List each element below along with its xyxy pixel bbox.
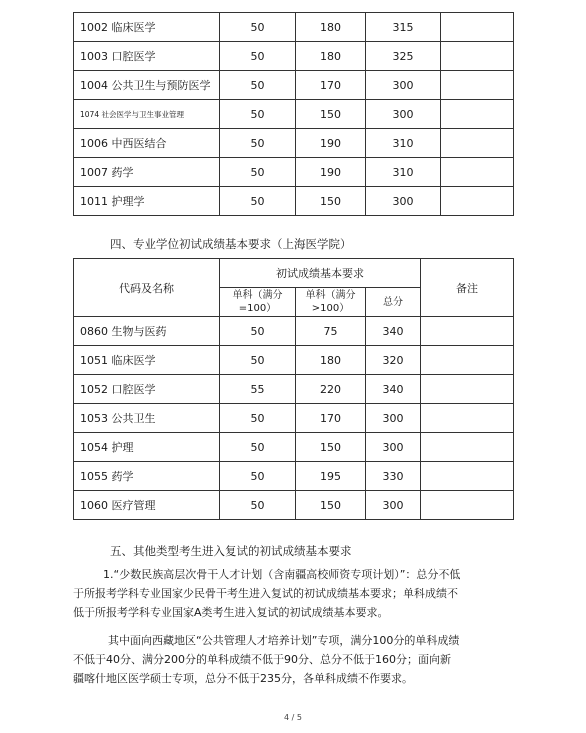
table-row	[74, 158, 514, 187]
total-score-cell: 300	[366, 433, 421, 462]
note-cell	[441, 158, 514, 187]
single-100-cell: 50	[220, 129, 296, 158]
single-100-cell: 50	[220, 462, 296, 491]
total-score-cell: 300	[366, 491, 421, 520]
table-row	[74, 187, 514, 216]
note-cell	[421, 433, 514, 462]
total-score-cell: 320	[366, 346, 421, 375]
header-score-group: 初试成绩基本要求	[220, 259, 421, 288]
paragraph-special-programs	[73, 631, 513, 688]
single-gt100-cell: 170	[296, 404, 366, 433]
total-score-cell: 300	[366, 71, 441, 100]
single-100-cell: 50	[220, 491, 296, 520]
program-name-cell: 1002 临床医学	[74, 13, 220, 42]
total-score-cell: 310	[366, 129, 441, 158]
program-name-cell: 1052 口腔医学	[74, 375, 220, 404]
single-gt100-cell: 180	[296, 346, 366, 375]
single-100-cell: 50	[220, 187, 296, 216]
single-gt100-cell: 150	[296, 100, 366, 129]
section-4-title: 四、专业学位初试成绩基本要求（上海医学院）	[110, 237, 352, 251]
header-single-gt100: 单科（满分>100）	[296, 288, 366, 317]
single-100-cell: 50	[220, 433, 296, 462]
note-cell	[441, 100, 514, 129]
note-cell	[421, 375, 514, 404]
single-100-cell: 50	[220, 404, 296, 433]
header-note: 备注	[421, 259, 514, 317]
program-name-cell: 0860 生物与医药	[74, 317, 220, 346]
table-row	[74, 13, 514, 42]
section-5-title: 五、其他类型考生进入复试的初试成绩基本要求	[110, 544, 352, 558]
program-name-cell: 1011 护理学	[74, 187, 220, 216]
total-score-cell: 315	[366, 13, 441, 42]
table-row	[74, 42, 514, 71]
header-total: 总分	[366, 288, 421, 317]
note-cell	[421, 491, 514, 520]
single-100-cell: 50	[220, 71, 296, 100]
single-gt100-cell: 170	[296, 71, 366, 100]
total-score-cell: 300	[366, 187, 441, 216]
header-code-name: 代码及名称	[74, 259, 220, 317]
table-row	[74, 129, 514, 158]
total-score-cell: 340	[366, 317, 421, 346]
note-cell	[441, 42, 514, 71]
table-row	[74, 100, 514, 129]
total-score-cell: 330	[366, 462, 421, 491]
paragraph-line: 低于所报考学科专业国家A类考生进入复试的初试成绩基本要求。	[73, 606, 389, 619]
program-name-cell: 1004 公共卫生与预防医学	[74, 71, 220, 100]
total-score-cell: 340	[366, 375, 421, 404]
program-name-cell: 1053 公共卫生	[74, 404, 220, 433]
program-name-cell: 1003 口腔医学	[74, 42, 220, 71]
single-100-cell: 50	[220, 158, 296, 187]
academic-degree-score-table	[73, 12, 514, 216]
professional-degree-score-table	[73, 258, 514, 520]
program-name-cell: 1074 社会医学与卫生事业管理	[74, 100, 220, 129]
paragraph-line: 其中面向西藏地区“公共管理人才培养计划”专项，满分100分的单科成绩	[108, 634, 460, 647]
note-cell	[441, 129, 514, 158]
paragraph-line: 1.“少数民族高层次骨干人才计划（含南疆高校师资专项计划）”：总分不低	[103, 568, 461, 581]
note-cell	[421, 346, 514, 375]
single-gt100-cell: 180	[296, 42, 366, 71]
paragraph-minority-plan	[73, 565, 513, 622]
single-gt100-cell: 180	[296, 13, 366, 42]
total-score-cell: 325	[366, 42, 441, 71]
single-100-cell: 50	[220, 42, 296, 71]
single-100-cell: 55	[220, 375, 296, 404]
table-row	[74, 462, 514, 491]
total-score-cell: 310	[366, 158, 441, 187]
paragraph-line: 于所报考学科专业国家少民骨干考生进入复试的初试成绩基本要求；单科成绩不	[73, 587, 458, 600]
single-gt100-cell: 190	[296, 129, 366, 158]
program-name-cell: 1055 药学	[74, 462, 220, 491]
note-cell	[441, 71, 514, 100]
total-score-cell: 300	[366, 100, 441, 129]
program-name-cell: 1054 护理	[74, 433, 220, 462]
single-100-cell: 50	[220, 346, 296, 375]
table-row	[74, 375, 514, 404]
single-100-cell: 50	[220, 13, 296, 42]
program-name-cell: 1051 临床医学	[74, 346, 220, 375]
note-cell	[441, 13, 514, 42]
note-cell	[421, 404, 514, 433]
table-row	[74, 491, 514, 520]
note-cell	[421, 317, 514, 346]
single-100-cell: 50	[220, 100, 296, 129]
note-cell	[421, 462, 514, 491]
table-row	[74, 404, 514, 433]
table-row	[74, 317, 514, 346]
program-name-cell: 1007 药学	[74, 158, 220, 187]
program-name-cell: 1006 中西医结合	[74, 129, 220, 158]
single-gt100-cell: 190	[296, 158, 366, 187]
page-number: 4 / 5	[284, 713, 302, 722]
table-row	[74, 346, 514, 375]
total-score-cell: 300	[366, 404, 421, 433]
header-single-100: 单科（满分=100）	[220, 288, 296, 317]
note-cell	[441, 187, 514, 216]
single-gt100-cell: 195	[296, 462, 366, 491]
paragraph-line: 疆喀什地区医学硕士专项，总分不低于235分，各单科成绩不作要求。	[73, 672, 413, 685]
program-name-cell: 1060 医疗管理	[74, 491, 220, 520]
single-gt100-cell: 150	[296, 433, 366, 462]
single-gt100-cell: 75	[296, 317, 366, 346]
table-row	[74, 433, 514, 462]
paragraph-line: 不低于40分、满分200分的单科成绩不低于90分、总分不低于160分；面向新	[73, 653, 451, 666]
single-gt100-cell: 220	[296, 375, 366, 404]
single-gt100-cell: 150	[296, 187, 366, 216]
single-gt100-cell: 150	[296, 491, 366, 520]
single-100-cell: 50	[220, 317, 296, 346]
table-row	[74, 71, 514, 100]
